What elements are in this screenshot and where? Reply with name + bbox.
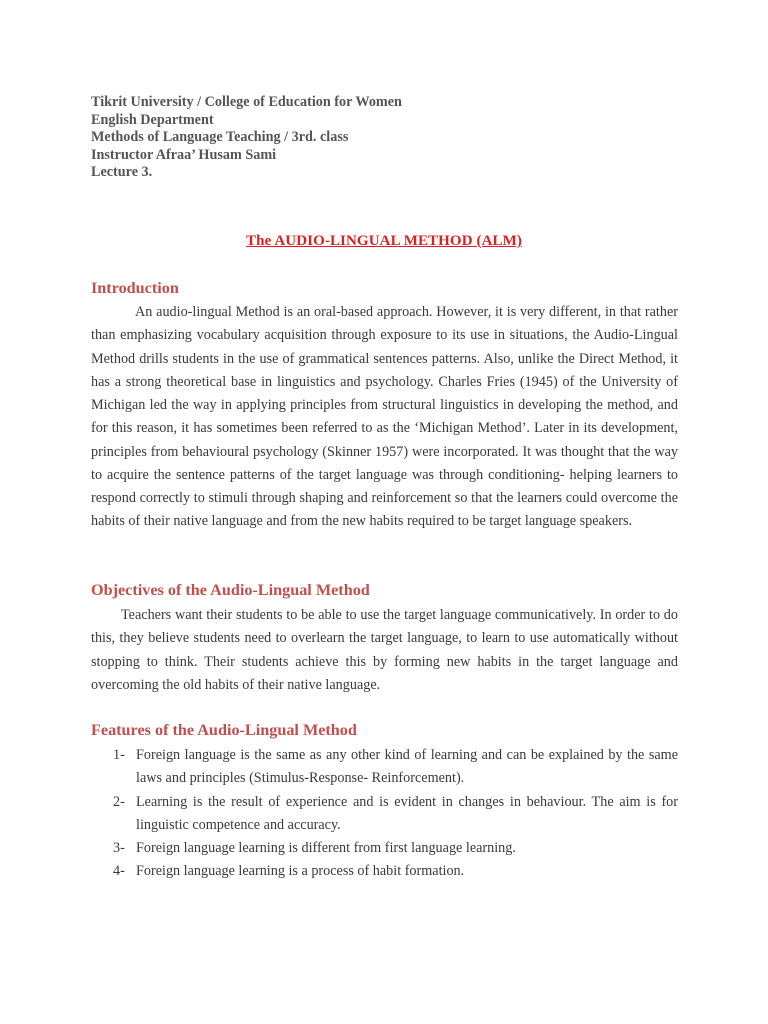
header-instructor: Instructor Afraa’ Husam Sami <box>91 146 277 163</box>
feature-item <box>91 860 678 883</box>
header-institution: Tikrit University / College of Education for Women <box>91 94 402 110</box>
feature-text: Foreign language learning is a process of habit formation. <box>136 863 465 880</box>
feature-item <box>91 744 678 791</box>
features-heading: Features of the Audio-Lingual Method <box>91 721 357 739</box>
header-course: Methods of Language Teaching / 3rd. class <box>91 129 349 145</box>
feature-item <box>91 837 678 860</box>
objectives-heading: Objectives of the Audio-Lingual Method <box>91 581 370 599</box>
introduction-paragraph: An audio-lingual Method is an oral-based approach. However, it is very different, in that rather than emphasizing vocabulary acquisition through exposure to its use in situations, the Audio-Lingual Method drills students in the use of grammatical sentences patterns. Also, unlike the Direct Method, it has a strong theoretical base in linguistics and psychology. Charles Fries (1945) of the University of Michigan led the way in applying principles from structural linguistics in developing the method, and for this reason, it has sometimes been referred to as the ‘Michigan Method’. Later in its development, principles from behavioural psychology (Skinner 1957) were incorporated. It was thought that the way to acquire the sentence patterns of the target language was through conditioning- helping learners to respond correctly to stimuli through shaping and reinforcement so that the learners could overcome the habits of their native language and from the new habits required to be target language speakers. <box>91 304 678 530</box>
feature-number: 1- <box>113 747 125 763</box>
document-title: The AUDIO-LINGUAL METHOD (ALM) <box>246 233 522 249</box>
feature-text: Foreign language is the same as any other kind of learning and can be explained by the same laws and principles (Stimulus-Response- Reinforcement). <box>136 747 678 787</box>
header-lecture: Lecture 3. <box>91 164 153 180</box>
feature-number: 4- <box>113 863 125 880</box>
feature-text: Foreign language learning is different from first language learning. <box>136 840 516 856</box>
objectives-paragraph: Teachers want their students to be able to use the target language communicatively. In order to do this, they believe students need to overlearn the target language, to learn to use automatically without stopping to think. Their students achieve this by forming new habits in the target language and overcoming the old habits of their native language. <box>91 607 678 693</box>
feature-number: 2- <box>113 793 125 810</box>
feature-item <box>91 791 678 838</box>
document-header <box>91 94 402 182</box>
feature-number: 3- <box>113 840 125 856</box>
feature-text: Learning is the result of experience and is evident in changes in behaviour. The aim is for linguistic competence and accuracy. <box>136 793 678 833</box>
features-list <box>91 744 678 884</box>
introduction-heading: Introduction <box>91 279 179 297</box>
header-department: English Department <box>91 111 214 128</box>
